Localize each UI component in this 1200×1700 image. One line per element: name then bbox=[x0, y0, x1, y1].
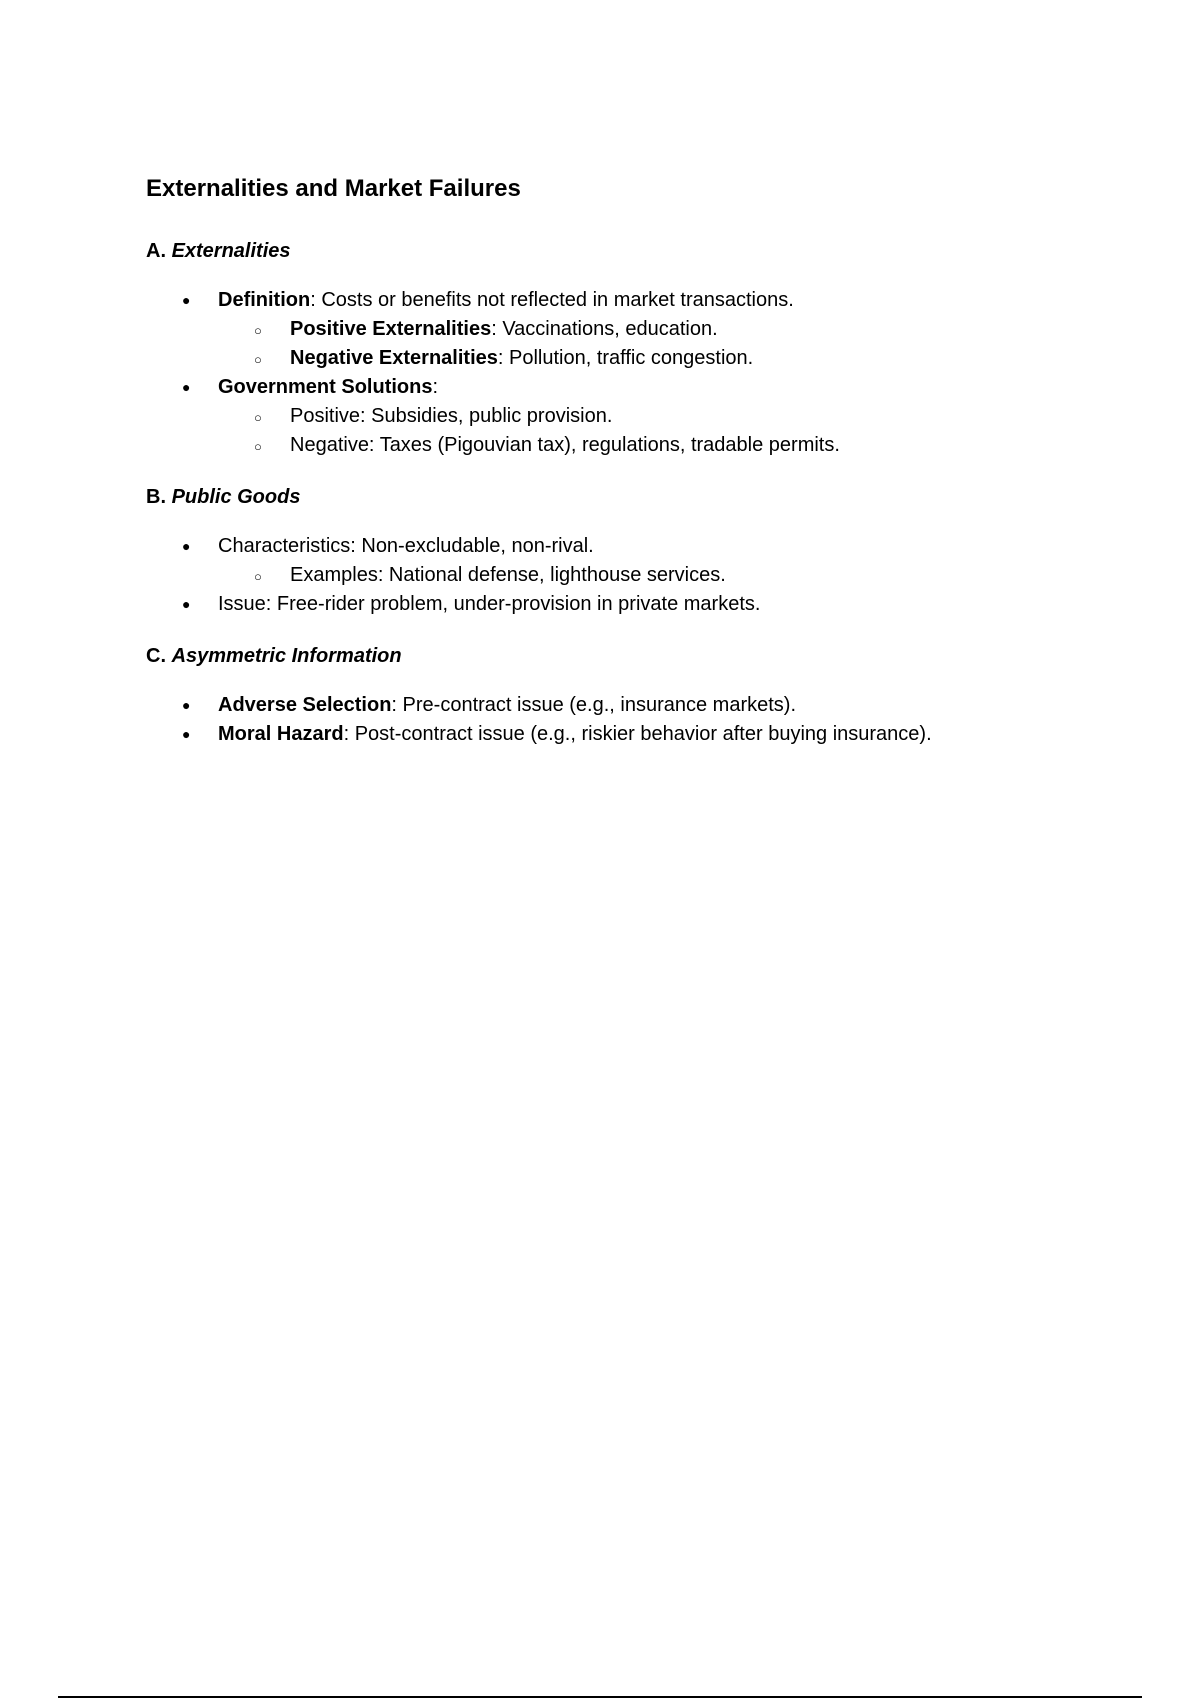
bullet-list bbox=[146, 532, 1066, 619]
filled-bullet-icon: ● bbox=[182, 726, 191, 742]
document-page bbox=[146, 170, 1066, 771]
section-heading bbox=[146, 482, 1066, 512]
sub-list-item bbox=[218, 344, 1066, 373]
item-line bbox=[290, 347, 753, 369]
list-item bbox=[146, 532, 1066, 590]
item-text: : bbox=[432, 376, 439, 398]
item-term: Definition bbox=[218, 289, 311, 311]
item-text: Positive: Subsidies, public provision. bbox=[290, 405, 613, 427]
section-name: Externalities bbox=[171, 240, 291, 262]
list-item bbox=[146, 286, 1066, 373]
item-line bbox=[218, 694, 796, 716]
hollow-bullet-icon: ○ bbox=[254, 410, 262, 425]
item-text: : Pollution, traffic congestion. bbox=[497, 347, 754, 369]
hollow-bullet-icon: ○ bbox=[254, 439, 262, 454]
item-term: Government Solutions bbox=[218, 376, 433, 398]
page-title: Externalities and Market Failures bbox=[146, 175, 521, 202]
list-item bbox=[146, 590, 1066, 619]
item-line bbox=[290, 405, 612, 427]
filled-bullet-icon: ● bbox=[182, 538, 191, 554]
sections-container bbox=[146, 236, 1066, 749]
list-item bbox=[146, 373, 1066, 460]
bullet-list bbox=[146, 286, 1066, 460]
item-text: Issue: Free-rider problem, under-provision in private markets. bbox=[218, 593, 761, 615]
item-text: : Vaccinations, education. bbox=[491, 318, 718, 340]
section-prefix: B. bbox=[146, 486, 166, 508]
hollow-bullet-icon: ○ bbox=[254, 323, 262, 338]
item-text: : Pre-contract issue (e.g., insurance markets). bbox=[391, 694, 797, 716]
hollow-bullet-icon: ○ bbox=[254, 569, 262, 584]
item-text: : Costs or benefits not reflected in market transactions. bbox=[310, 289, 794, 311]
section-heading bbox=[146, 236, 1066, 266]
hollow-bullet-icon: ○ bbox=[254, 352, 262, 367]
item-line bbox=[218, 535, 594, 557]
filled-bullet-icon: ● bbox=[182, 292, 191, 308]
sub-bullet-list bbox=[218, 402, 1066, 460]
section-name: Asymmetric Information bbox=[171, 645, 402, 667]
item-term: Moral Hazard bbox=[218, 723, 344, 745]
item-term: Adverse Selection bbox=[218, 694, 392, 716]
list-item bbox=[146, 691, 1066, 720]
item-line bbox=[290, 434, 840, 456]
item-text: : Post-contract issue (e.g., riskier behavior after buying insurance). bbox=[343, 723, 932, 745]
section-name: Public Goods bbox=[171, 486, 301, 508]
section-prefix: A. bbox=[146, 240, 166, 262]
sub-list-item bbox=[218, 431, 1066, 460]
item-line bbox=[218, 723, 932, 745]
item-line bbox=[290, 318, 718, 340]
filled-bullet-icon: ● bbox=[182, 379, 191, 395]
item-line bbox=[218, 289, 794, 311]
item-term: Positive Externalities bbox=[290, 318, 492, 340]
sub-list-item bbox=[218, 315, 1066, 344]
bullet-list bbox=[146, 691, 1066, 749]
footer-divider bbox=[58, 1696, 1142, 1698]
sub-list-item bbox=[218, 402, 1066, 431]
section-heading bbox=[146, 641, 1066, 671]
item-line bbox=[218, 376, 438, 398]
sub-bullet-list bbox=[218, 561, 1066, 590]
item-text: Characteristics: Non-excludable, non-rival. bbox=[218, 535, 594, 557]
item-line bbox=[218, 593, 760, 615]
filled-bullet-icon: ● bbox=[182, 697, 191, 713]
filled-bullet-icon: ● bbox=[182, 596, 191, 612]
item-text: Examples: National defense, lighthouse services. bbox=[290, 564, 726, 586]
section-prefix: C. bbox=[146, 645, 166, 667]
sub-list-item bbox=[218, 561, 1066, 590]
item-term: Negative Externalities bbox=[290, 347, 498, 369]
item-line bbox=[290, 564, 726, 586]
item-text: Negative: Taxes (Pigouvian tax), regulations, tradable permits. bbox=[290, 434, 840, 456]
list-item bbox=[146, 720, 1066, 749]
sub-bullet-list bbox=[218, 315, 1066, 373]
